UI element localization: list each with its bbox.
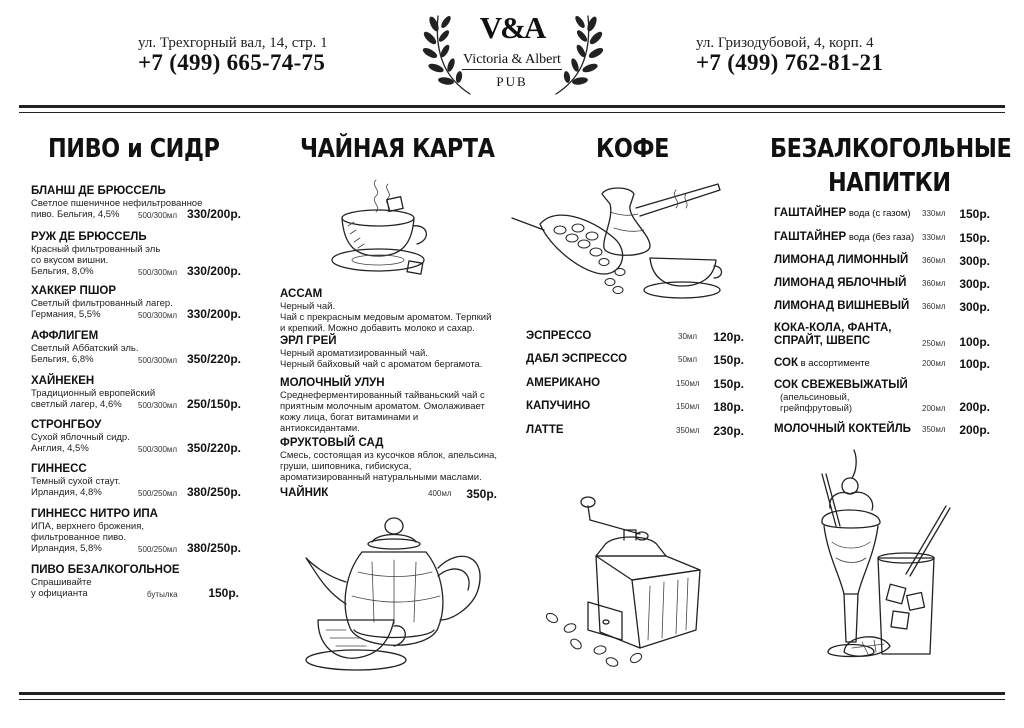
item-desc: Бельгия, 8,0% [31,266,94,277]
menu-row [774,357,990,371]
item-desc: Спрашивайте [31,577,92,588]
item-name: КАПУЧИНО [526,400,591,412]
item-name: ЧАЙНИК [280,487,329,499]
item-name: КОКА-КОЛА, ФАНТА, [774,322,892,334]
bottom-rule-thin [19,699,1005,700]
item-name: СОК СВЕЖЕВЫЖАТЫЙ [774,379,908,391]
item-volume: 350мл [676,426,700,435]
item-price: 120р. [713,330,744,344]
item-price: 200р. [959,400,990,414]
item-name: ГАШТАЙНЕР вода (без газа) [774,231,915,243]
item-name: СПРАЙТ, ШВЕПС [774,335,871,347]
menu-item [31,231,241,277]
item-price: 150р. [713,377,744,391]
menu-row [526,400,744,414]
item-name: АМЕРИКАНО [526,377,601,389]
item-volume: 500/300мл [138,211,178,220]
menu-row [526,424,744,438]
item-name: ГИННЕСС НИТРО ИПА [31,508,158,520]
menu-item [280,437,500,483]
item-name: ЭРЛ ГРЕЙ [280,335,337,347]
coffee-scoop-cezve-icon [510,178,725,306]
item-price: 350/220р. [186,352,241,366]
item-name: СТРОНГБОУ [31,419,102,431]
left-phone: +7 (499) 665-74-75 [138,50,326,75]
teapot-icon [302,512,487,674]
item-volume: 250мл [922,339,946,348]
beer-title: ПИВО и СИДР [48,134,220,164]
item-name: ГАШТАЙНЕР вода (с газом) [774,207,911,219]
item-desc: у официанта [31,588,88,599]
menu-item [31,419,241,454]
item-price: 330/200р. [186,264,241,278]
bottom-rule-thick [19,692,1005,695]
soft-title-line2: НАПИТКИ [828,168,951,198]
item-volume: 30мл [678,332,698,341]
item-volume: 500/250мл [138,545,178,554]
item-name: ДАБЛ ЭСПРЕССО [526,353,628,365]
item-name: СОК в ассортименте [774,357,870,369]
item-desc: Светлый Аббатский эль. [31,343,139,354]
item-name: ПИВО БЕЗАЛКОГОЛЬНОЕ [31,564,180,576]
tea-cup-icon [328,176,438,286]
menu-item [774,379,990,415]
item-desc: груши, шиповника, гибискуса, [280,461,412,472]
item-desc: приятным молочным ароматом. Омолаживает [280,401,485,412]
item-desc: Смесь, состоящая из кусочков яблок, апельсина, [280,450,498,461]
item-volume: 500/300мл [138,311,178,320]
item-desc: со вкусом вишни. [31,255,109,266]
item-desc: Германия, 5,5% [31,309,101,320]
right-phone: +7 (499) 762-81-21 [696,50,884,75]
soft-title-line1: БЕЗАЛКОГОЛЬНЫЕ [770,134,1012,164]
item-name: БЛАНШ ДЕ БРЮССЕЛЬ [31,185,166,197]
item-volume: 350мл [922,425,946,434]
item-desc: пиво. Бельгия, 4,5% [31,209,120,220]
item-volume: 360мл [922,302,946,311]
item-price: 330/200р. [186,307,241,321]
item-name: ФРУКТОВЫЙ САД [280,437,384,449]
coffee-title: КОФЕ [596,134,670,164]
item-desc: Темный сухой стаут. [31,476,121,487]
logo-mark: V&A [479,10,545,45]
item-volume: 500/300мл [138,401,178,410]
item-volume: 360мл [922,256,946,265]
menu-row [774,300,990,314]
item-price: 150р. [208,586,239,600]
item-price: 330/200р. [186,207,241,221]
menu-item [31,285,241,320]
menu-row [774,277,990,291]
item-volume: бутылка [147,590,178,599]
item-price: 150р. [959,231,990,245]
item-name: ХАЙНЕКЕН [31,375,95,387]
item-desc: Традиционный европейский [31,388,156,399]
item-price: 100р. [959,357,990,371]
item-desc: Черный чай. [280,301,336,312]
coffee-grinder-icon [540,490,710,670]
item-volume: 500/300мл [138,268,178,277]
item-name: ЛИМОНАД ЛИМОННЫЙ [774,254,909,266]
item-desc: фильтрованное пиво. [31,532,127,543]
item-price: 150р. [959,207,990,221]
item-desc: Черный ароматизированный чай. [280,348,428,359]
menu-item [31,330,241,365]
item-desc: Чай с прекрасным медовым ароматом. Терпкий [280,312,492,323]
menu-item [31,375,241,410]
item-price: 250/150р. [186,397,241,411]
item-desc: ИПА, верхнего брожения, [31,521,145,532]
item-price: 300р. [959,254,990,268]
milkshake-lemonade-icon [812,446,952,680]
item-desc: Сухой яблочный сидр. [31,432,130,443]
item-volume: 360мл [922,279,946,288]
menu-item [774,322,990,352]
item-desc: Черный байховый чай с ароматом бергамота. [280,359,483,370]
item-name: МОЛОЧНЫЙ КОКТЕЙЛЬ [774,423,911,435]
item-volume: 500/300мл [138,356,178,365]
item-desc: грейпфрутовый) [780,403,853,414]
menu-row [774,254,990,268]
item-price: 180р. [713,400,744,414]
item-name: ЛАТТЕ [526,424,564,436]
menu-item [280,377,500,434]
item-desc: Среднеферментированный тайваньский чай с [280,390,485,401]
item-desc: ароматизированный натуральными маслами. [280,472,482,483]
menu-item [280,335,500,370]
item-name: АФФЛИГЕМ [31,330,99,342]
item-volume: 500/250мл [138,489,178,498]
item-name: ГИННЕСС [31,463,87,475]
logo-sub: PUB [496,74,528,89]
item-price: 150р. [713,353,744,367]
item-volume: 200мл [922,404,946,413]
top-rule-thick [19,105,1005,108]
item-price: 100р. [959,335,990,349]
item-desc: Ирландия, 4,8% [31,487,102,498]
item-volume: 400мл [428,489,452,498]
item-desc: Красный фильтрованный эль [31,244,161,255]
menu-row [774,423,990,437]
item-volume: 330мл [922,233,946,242]
logo-name: Victoria & Albert [463,52,561,67]
item-price: 300р. [959,277,990,291]
kettle-row [280,487,497,501]
item-name: ЭСПРЕССО [526,330,592,342]
item-volume: 150мл [676,402,700,411]
item-volume: 330мл [922,209,946,218]
menu-item [31,185,241,220]
top-rule-thin [19,112,1005,113]
item-desc: Светлый фильтрованный лагер. [31,298,173,309]
item-desc: (апельсиновый, [780,392,850,403]
item-price: 380/250р. [186,541,241,555]
item-price: 380/250р. [186,485,241,499]
tea-title: ЧАЙНАЯ КАРТА [300,134,495,164]
left-address: ул. Трехгорный вал, 14, стр. 1 [138,35,328,51]
menu-item [31,508,241,554]
item-price: 200р. [959,423,990,437]
menu-row [526,353,744,367]
item-desc: Англия, 4,5% [31,443,89,454]
item-desc: антиоксидантами. [280,423,360,434]
menu-item [280,288,500,334]
item-desc: Светлое пшеничное нефильтрованное [31,198,203,209]
item-volume: 200мл [922,359,946,368]
menu-row [774,231,990,245]
menu-item [31,463,241,498]
item-volume: 150мл [676,379,700,388]
item-name: МОЛОЧНЫЙ УЛУН [280,377,385,389]
item-desc: светлый лагер, 4,6% [31,399,122,410]
menu-row [526,330,744,344]
item-volume: 50мл [678,355,698,364]
menu-row [774,207,990,221]
item-desc: кожу лица, богат витаминами и [280,412,419,423]
item-price: 350р. [466,487,497,501]
item-name: АССАМ [280,288,323,300]
right-address: ул. Гризодубовой, 4, корп. 4 [696,35,874,51]
item-price: 350/220р. [186,441,241,455]
item-desc: Ирландия, 5,8% [31,543,102,554]
item-name: ЛИМОНАД ВИШНЕВЫЙ [774,300,910,312]
item-desc: Бельгия, 6,8% [31,354,94,365]
menu-item [31,564,241,599]
item-name: ХАККЕР ПШОР [31,285,116,297]
item-price: 230р. [713,424,744,438]
item-desc: и крепкий. Можно добавить молоко и сахар. [280,323,475,334]
item-price: 300р. [959,300,990,314]
logo-divider [462,69,562,70]
item-name: РУЖ ДЕ БРЮССЕЛЬ [31,231,147,243]
item-name: ЛИМОНАД ЯБЛОЧНЫЙ [774,277,907,289]
item-volume: 500/300мл [138,445,178,454]
menu-row [526,377,744,391]
